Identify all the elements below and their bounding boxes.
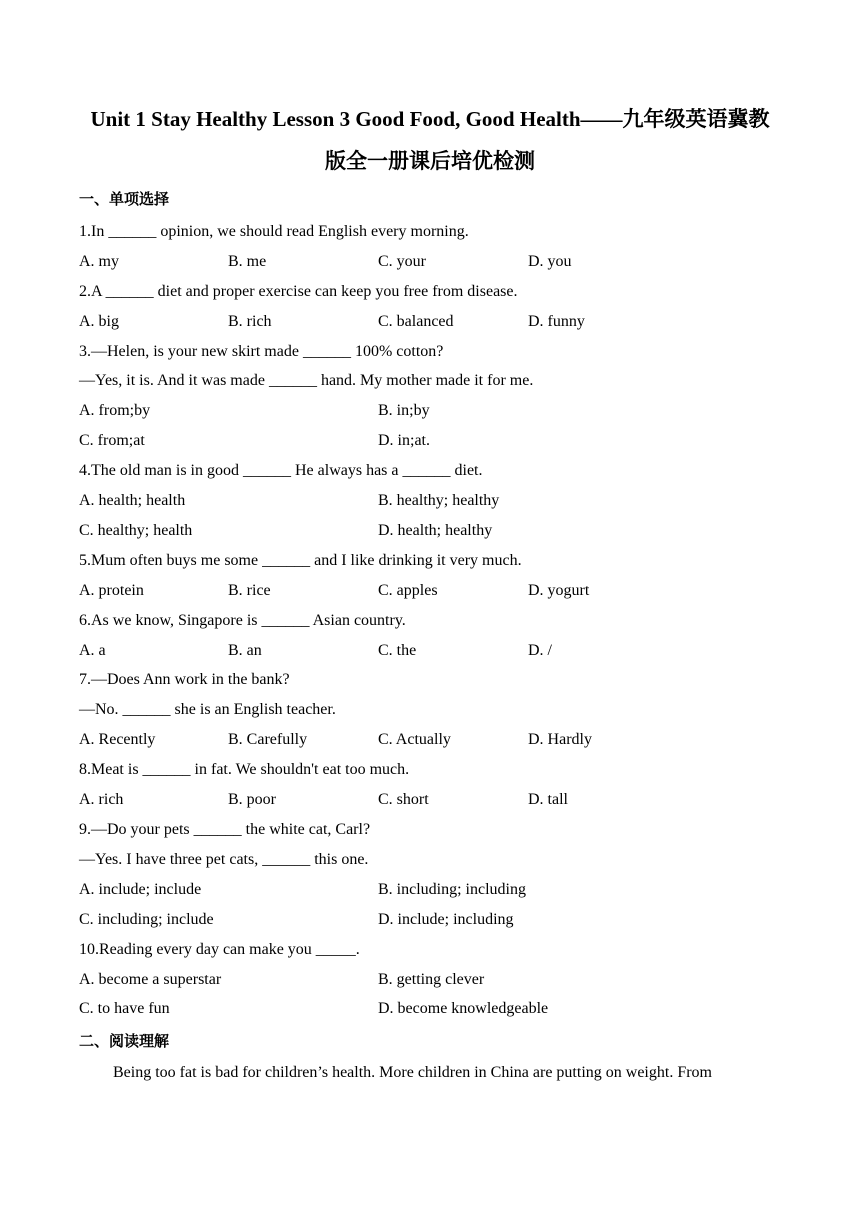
option-c: C. healthy; health (79, 522, 193, 539)
option-c: C. balanced (378, 313, 454, 330)
document-title (60, 98, 800, 182)
option-b: B. including; including (378, 881, 526, 898)
option-c: C. Actually (378, 731, 451, 748)
option-d: D. tall (528, 791, 568, 808)
option-d: D. funny (528, 313, 585, 330)
option-c: C. to have fun (79, 1000, 170, 1017)
option-d: D. yogurt (528, 582, 590, 599)
question-stem: 8.Meat is ______ in fat. We shouldn't eat too much. (79, 761, 410, 778)
question-stem-line-2: —Yes, it is. And it was made ______ hand. My mother made it for me. (79, 372, 534, 389)
option-a: A. health; health (79, 492, 186, 509)
option-d: D. become knowledgeable (378, 1000, 549, 1017)
question-stem: 4.The old man is in good ______ He always has a ______ diet. (79, 462, 483, 479)
option-a: A. big (79, 313, 119, 330)
question-stem-line-2: —No. ______ she is an English teacher. (79, 701, 336, 718)
option-b: B. poor (228, 791, 276, 808)
option-a: A. from;by (79, 402, 151, 419)
section-heading-reading: 二、阅读理解 (79, 1032, 170, 1050)
option-b: B. Carefully (228, 731, 308, 748)
question-stem: 7.—Does Ann work in the bank? (79, 671, 290, 688)
option-c: C. short (378, 791, 429, 808)
option-d: D. you (528, 253, 572, 270)
option-c: C. including; include (79, 911, 214, 928)
question-stem-line-2: —Yes. I have three pet cats, ______ this one. (79, 851, 369, 868)
option-a: A. rich (79, 791, 124, 808)
question-stem: 2.A ______ diet and proper exercise can keep you free from disease. (79, 283, 518, 300)
option-d: D. health; healthy (378, 522, 493, 539)
option-a: A. protein (79, 582, 144, 599)
title-line-1: Unit 1 Stay Healthy Lesson 3 Good Food, Good Health——九年级英语冀教 (90, 107, 770, 131)
option-c: C. apples (378, 582, 438, 599)
section-heading-multiple-choice: 一、单项选择 (79, 190, 170, 208)
question-stem: 1.In ______ opinion, we should read English every morning. (79, 223, 469, 240)
question-stem: 5.Mum often buys me some ______ and I like drinking it very much. (79, 552, 522, 569)
option-b: B. in;by (378, 402, 430, 419)
passage-paragraph: Being too fat is bad for children’s health. More children in China are putting on weight. From (113, 1064, 712, 1081)
option-b: B. me (228, 253, 267, 270)
option-a: A. my (79, 253, 119, 270)
option-a: A. become a superstar (79, 971, 222, 988)
option-a: A. a (79, 642, 106, 659)
question-stem: 10.Reading every day can make you _____. (79, 941, 360, 958)
title-line-2: 版全一册课后培优检测 (325, 149, 535, 173)
option-b: B. getting clever (378, 971, 485, 988)
option-c: C. the (378, 642, 417, 659)
option-b: B. rice (228, 582, 271, 599)
question-stem: 3.—Helen, is your new skirt made ______ 100% cotton? (79, 343, 444, 360)
question-stem: 6.As we know, Singapore is ______ Asian country. (79, 612, 406, 629)
option-a: A. Recently (79, 731, 156, 748)
option-d: D. Hardly (528, 731, 592, 748)
question-stem: 9.—Do your pets ______ the white cat, Carl? (79, 821, 371, 838)
option-b: B. an (228, 642, 262, 659)
option-d: D. in;at. (378, 432, 430, 449)
option-d: D. include; including (378, 911, 514, 928)
option-d: D. / (528, 642, 552, 659)
option-a: A. include; include (79, 881, 202, 898)
option-c: C. from;at (79, 432, 145, 449)
option-b: B. rich (228, 313, 272, 330)
option-c: C. your (378, 253, 426, 270)
option-b: B. healthy; healthy (378, 492, 500, 509)
